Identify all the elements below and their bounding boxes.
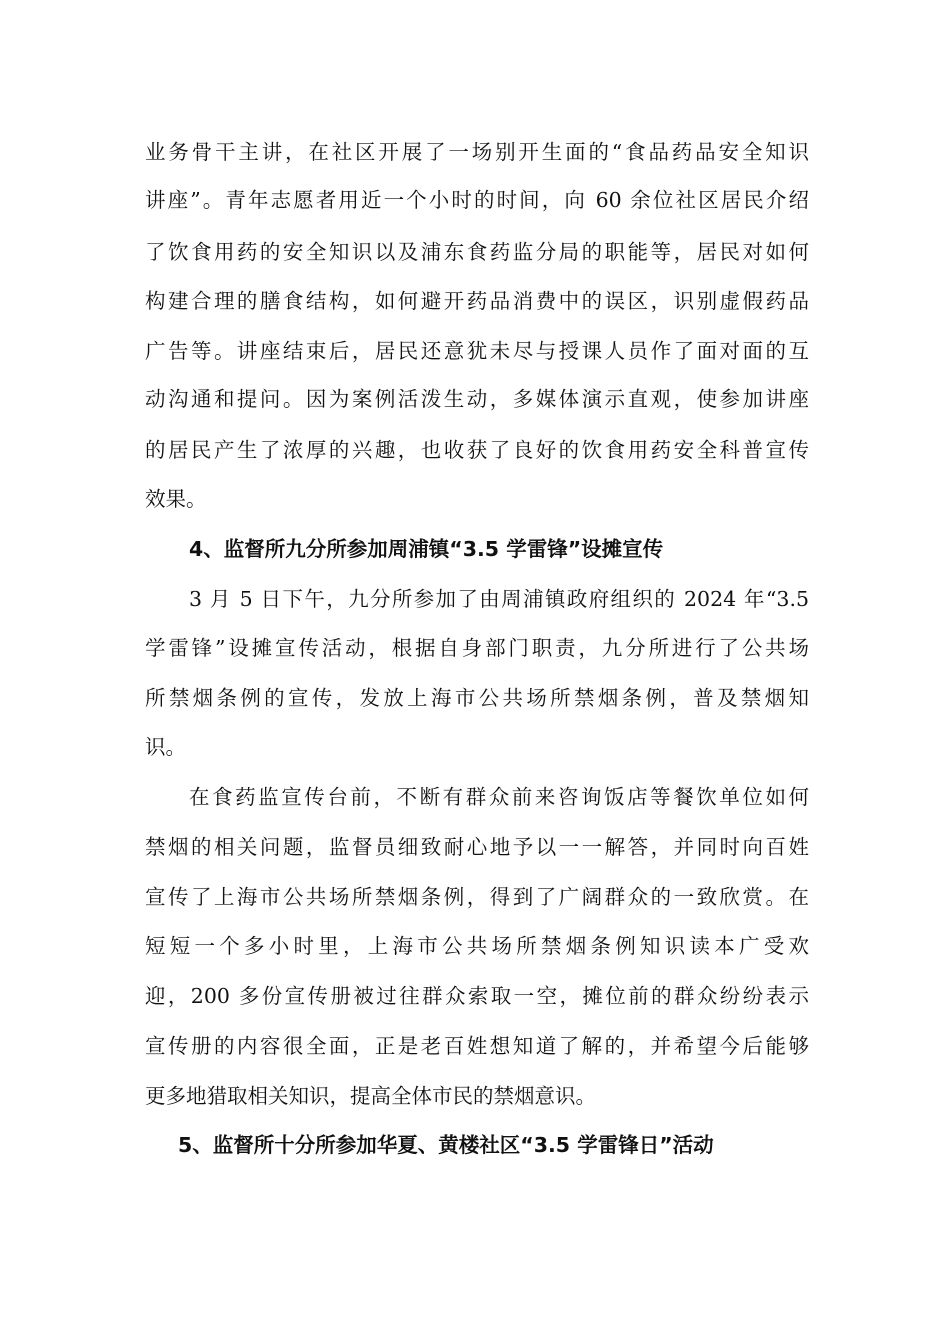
paragraph-2-line-4: 识。	[145, 735, 186, 759]
paragraph-2-line-3: 所禁烟条例的宣传，发放上海市公共场所禁烟条例，普及禁烟知	[145, 686, 809, 710]
paragraph-1-line-5: 广告等。讲座结束后，居民还意犹未尽与授课人员作了面对面的互	[145, 339, 809, 363]
paragraph-1-line-7: 的居民产生了浓厚的兴趣，也收获了良好的饮食用药安全科普宣传	[145, 438, 809, 462]
paragraph-1-line-6: 动沟通和提问。因为案例活泼生动，多媒体演示直观，使参加讲座	[145, 387, 809, 411]
section-heading-5: 5、监督所十分所参加华夏、黄楼社区“3.5 学雷锋日”活动	[178, 1133, 714, 1157]
paragraph-2-line-1: 3 月 5 日下午，九分所参加了由周浦镇政府组织的 2024 年“3.5	[189, 587, 809, 611]
paragraph-3-line-3: 宣传了上海市公共场所禁烟条例，得到了广阔群众的一致欣赏。在	[145, 885, 809, 909]
paragraph-3-line-4: 短短一个多小时里，上海市公共场所禁烟条例知识读本广受欢	[145, 934, 809, 958]
paragraph-1-line-3: 了饮食用药的安全知识以及浦东食药监分局的职能等，居民对如何	[145, 240, 809, 264]
paragraph-2-line-2: 学雷锋”设摊宣传活动，根据自身部门职责，九分所进行了公共场	[145, 636, 809, 660]
paragraph-3-line-6: 宣传册的内容很全面，正是老百姓想知道了解的，并希望今后能够	[145, 1034, 809, 1058]
section-heading-4: 4、监督所九分所参加周浦镇“3.5 学雷锋”设摊宣传	[189, 537, 664, 561]
paragraph-1-line-8: 效果。	[145, 487, 207, 511]
paragraph-1-line-1: 业务骨干主讲，在社区开展了一场别开生面的“食品药品安全知识	[145, 140, 809, 164]
paragraph-3-line-2: 禁烟的相关问题，监督员细致耐心地予以一一解答，并同时向百姓	[145, 835, 809, 859]
paragraph-3-line-7: 更多地猎取相关知识，提高全体市民的禁烟意识。	[145, 1084, 596, 1108]
paragraph-1-line-4: 构建合理的膳食结构，如何避开药品消费中的误区，识别虚假药品	[145, 289, 809, 313]
paragraph-1-line-2: 讲座”。青年志愿者用近一个小时的时间，向 60 余位社区居民介绍	[145, 188, 809, 212]
paragraph-3-line-5: 迎，200 多份宣传册被过往群众索取一空，摊位前的群众纷纷表示	[145, 984, 809, 1008]
paragraph-3-line-1: 在食药监宣传台前，不断有群众前来咨询饭店等餐饮单位如何	[189, 785, 809, 809]
